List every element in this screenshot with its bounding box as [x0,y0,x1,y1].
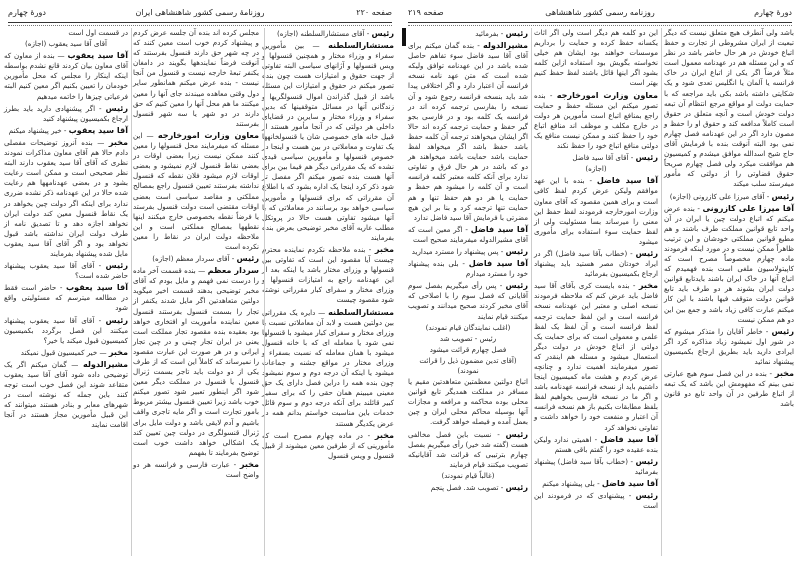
speaker-name: مخبر [239,458,259,469]
paragraph [262,307,394,429]
paragraph [408,224,528,245]
speech-text: - بنده بایست کری بآقای آقا سید فاضل باید عرض کنم که ملاحظه فرمودند نسخه اصلی و معتبر این عهدنامه نسخه فرانسه است و این لفظ حمایت ترجمه لفظ فرانسه است و آن لفظ یک لفظ علمی و معمولی است که برای حمایت یک دولتی از اتباع خودش در دولت دیگر استعمال میشود و مسئله هم اینقدر که تصور میفرمایند اهمیت ندارد و چنانچه عرض کردم و هشت ماه کمیسیون اینجا داشتیم باید از نسخه فرانسه عهدنامه باشد و اگر ما در نسخه فارسی بخواهیم لفظ بلفظ مطابقات بکنیم باز هم نسخه فرانسه آن اعتبار و منفعت خود را خواهد داشت و تفاوتی نخواهد کرد [534,281,658,432]
paragraph [4,260,128,281]
speech-text: — بین مأمورین سفراء و وزراء مختار و همچنین قنسولها و ویس قنسولها و آژانهای سیاسی البته تفاوتی از جهت حقوق و امتیازات هست چون بنده تصور میکنم در حقوق و امتیازات این مسئله باشد از قبیل گذراندن اموال قنسولگریها و زندگانی آنها در مسائل متوقفینها که بدین سفراء و وزراء مختار و سایرین در قضایای داخلی هر دولتی که در آنجا مأمور هستند از قبیل خانه های خصوصی شان یا قنسولخانهها یک تفاوت و معاملاتی در بین هست و اینجا در خصوص قنسولها و مأمورین سیاسی قیدی نشده که یک مقرراتی دیگر هم فیما بین برای آنها هست بنده تصور میکنم اگر مفصل تر شود ذکر کرد اینجا یک اداره بشود که با اطلاع آن مقرراتی که برای قنسولها و مأمورین سیاسی خواهد بود برسانند در معاملاتی که با آنها میشود تفاوتی هست حالا در پروتکل مطلب عاریه آقای مخبر توضیحی بعرض بنده بفرمایند [262,41,394,242]
paragraph [262,430,394,461]
speaker-name: رئیس [505,428,528,439]
paragraph [4,347,128,358]
speech-text: — بنده از معاون که آقای معاون بیان کردند قانع نشدم بواسطه اینکه اینکار را مجلس که محل مأمورین خودمان را تعیین بکنیم اگر معین کنیم البته فرعیاتی چیزها را خاتمه میدهیم [4,51,128,101]
page-header [408,8,792,22]
centered-line: فصل چهارم قرائت میشود [429,344,507,354]
paragraph [262,244,394,306]
speaker-name: مخبر [374,243,394,254]
speech-text: - تصویب شد. فصل پنجم [430,483,506,493]
speech-text: - بلی پیشنهاد میکنم [542,479,602,489]
speaker-name: رئیس [635,490,658,501]
page-number: صفحه ۲۱۹ [408,8,444,17]
speech-text: — بنده آنروز توضیحات مفصلی دادم حالا هم آقای معاون مذاکرات نمودند نظری که آقای آقا سید یعقوب دارند البته نظر صحیحی است و ممکن است رعایت بشود و در بعضی عهدنامهها هم رعایت شده حالا در این عهدنامه ذکر نشده ضرری ندارد برای اینکه اگر دولت چین بخواهد در یک نقاط قنسول معین کند دولت ایران نخواهد اجازه دهد و تا تصدیق نامه از طرف دولت ایران نداشته باشد قبول نخواهد بود و اگر آقای آقا سید یعقوب مایل شده پیشنهاد بفرمایند [4,137,128,258]
paragraph [534,478,658,489]
text-column [133,28,259,481]
speaker-name: معاون وزارت امورخارجه [556,89,658,100]
speech-text: — خیر کمیسیون قبول نمیکند [20,347,109,357]
column-divider [661,28,662,556]
speaker-name: مستشارالسلطنه [328,306,394,317]
speaker-name: رئیس [105,102,128,113]
speech-text: — گمان میکنم اگر یک توضیحی داده شود آقای آقا سید یعقوب متقاعد شوند این فصل خوب است توجه کنند باین جمله که نوشته است در شهرهای معابر و بنادر هستند میتوانند که این قبیل مأمورین مجاز هستند در آنجا اقامت نمایند [4,359,128,430]
speech-text: - بفرمائید [475,29,506,38]
speech-text: - بنده تصور میکنم این مسئله حفظ و حمایت راجع بمنافع اتباع است مأمورین هر دولت در خارج مکلف و موظف اند منافع اتباع خود را حفظ کنند و ممکن نیست منافع یک دولتی منافع اتباع خود را حفظ نکند [534,90,658,151]
paragraph [4,359,128,431]
speech-text: مجلس کرده اند بنده آن جلسه عرض کردم و پیشنهاد کردم خوب است معین کنند که در چه شهر حق دارند قنسول بفرستند که آنوقت فرضاً نمایندهها بگویند در دامغان یکنفر تبعهٔ خارجه نیست و قنسول من آنجا نیست - بنده عرض میکنم همانطور سایر دول وقتی معاهده میبندند جای آنها را معین میکنند ما هم محل آنها را معین کنیم که حق دارند در دو شهر یا سه شهر قنسول بفرستند [133,28,259,128]
volume-label: دورهٔ چهارم [754,8,792,17]
speech-text: - بلی بنده پیشنهاد خود را مسترد میدارم [408,259,528,279]
speech-text: - (خطاب بآقا سید فاضل) پیشنهاد بفرمائید [534,456,658,476]
speaker-name: مخبر [638,280,658,291]
paragraph [262,28,394,39]
speaker-name: مخبر [774,368,794,379]
right-page [400,0,800,566]
speech-text: در قسمت اول است [68,28,128,37]
paragraph [534,175,658,247]
paragraph [4,103,128,124]
speech-text: — دایره یک مقرراتی بین دولتین هست و لابد آن معاملاتی نسبت با وزرای مختار و سفرای کبار میشود با قنسولها نمی شود یا معامله ای که با خانه قنسول میشود با همان معامله که نسبت بسفراء و وزرای مختار در مواقع جشنه و جماعات میشود یا اینکه آن درجه دوم و سوم نمیشود چون بنده همه را دراین فصل دارای یک حق معینی میبینم همان حقی را که برای سفیر کبیر قائلند برای آنکه درجه دوم و سوم قائل خدمات باین مناسبت خواستم بدانم همه در عرض یکدیگر هستند [262,307,394,428]
speech-text: - اهمیتی ندارد ولیکن بنده عقیده خود را گفتم باقی هستم [534,434,658,454]
centered-line: رئیس - تصویب شد [439,333,497,343]
speech-text: - اگر معین است که آقای مشیرالدوله میفرمایند صحیح است [408,224,528,244]
speaker-name: آقا سید یعقوب [68,124,128,135]
speaker-name: آقا سید یعقوب [67,50,128,61]
speaker-name: رئیس [505,28,528,38]
paragraph [534,152,658,163]
speech-text: - بنده عرض میکنم که اتباع دولت چین یا ایران در آن واحد تابع قوانین مملکت طرف باشند و هم مطیع قوانین مملکتی خودشان و این ترتیب ظاهراً ممکن نیست و در مورد اینکه فرمودند ماده چهارم مخصوصاً مصرح است که کاپیتولاسیون ملغی است بنده فهمیدم که اتباع آنها در خاک ایران باشند بایدتابع قوانین دولت ایران بشوند هر دو طرف باید تابع قوانین دولت متوقف فیها باشند با این کار میکنم عبارت کافی زیاد باشد و جمع بین این دو هم ممکن نیست [664,203,794,324]
speaker-name: آقا سید فاضل [600,433,658,444]
paragraph [664,203,794,325]
speech-text: — این مسئله که میفرمایند محل قنسولها را معین کنند ممکن نیست زیرا بعضی اوقات در بعضی نقاط قنسول لازم نمیشود و بعضی اوقات لازم میشود فلان نقطه که قنسول نداشته بفرستند تعیین قنسول راجع بمصالح مملکتی و مقاصد سیاسی است بعضی اوقات مقتضی است دولت قنسول بفرستد یا فرضاً نقطه بخصوصی خارج میکنند اینها نقطهها بمصالح مملکتی است و این ملاحظه دولت ایران در نقاط را معین نکرده است [133,130,259,251]
speaker-name: رئیس [505,245,528,256]
speech-text: اتباع دولتین معظمتین متعاهدتین مقیم یا مسافر در مملکت همدیگر تابع قوانین محلی بوده محاکمه و مرافعه و مجازات آنها بوسیله محاکم محلی ایران و چین بعمل آمده و فیصله خواهد گرفت. [408,377,528,427]
paragraph [664,368,794,409]
speech-text: - پس پیشنهاد را مسترد میدارید [411,246,506,256]
paragraph [408,40,528,223]
paragraph [4,137,128,259]
speaker-name: معاون وزارت امورخارجه [157,129,260,140]
text-column [664,28,794,410]
paragraph [534,490,658,511]
speech-text: این دو کلمه هم دیگر است ولی اگر اثاث یکسانه حفظ کرده و حمایت را برداریم موسسات خواهند بود ایشان هم خیلی نخواسته بگویش بود استفاده ازاین کلمه بشود اگر اینها قائل باشند لفظ حفظ کنیم بهتر است [534,28,658,88]
paragraph [534,456,658,477]
speaker-name: آقا سید فاضل [596,175,658,186]
paragraph [4,282,128,313]
speech-text: - آقای آقا سید یعقوب پیشنهاد میکنند این فصل برگردد بکمیسیون کمیسیون قبول میکند یا خیر؟ [4,315,128,345]
speaker-name: رئیس [635,152,658,163]
speech-text: - آقای آقا سید فاضل [572,153,636,163]
column-divider [531,28,532,556]
column-divider [264,28,265,556]
speaker-name: آقا سید فاضل [601,478,658,489]
paragraph [133,265,259,458]
speech-text: - نسبت باین فصل مخالفی هست (گفته شد خیر) رأی میگیریم بفصل چهارم بترتیبی که قرائت شد آقایانیکه تصویب میکنند قیام فرمایند [408,429,528,469]
paragraph [262,40,394,243]
centered-line: آقای آقا سید یعقوب (اجازه) [25,39,107,49]
speaker-name: رئیس [105,260,128,271]
paragraph [664,28,794,190]
speaker-name: رئیس [105,314,128,325]
speaker-name: رئیس [505,482,528,493]
paragraph [664,326,794,367]
paragraph [534,248,658,279]
speech-text: - خاطر آقایان را متذکر میشوم که در شور اول نمیشود زیاد مذاکره کرد اگر ایرادی دارید باید بطریق ارجاع بکمیسیون پیشنهاد نمائید [664,326,794,366]
running-title: روزنامه رسمی کشور شاهنشاهی [545,8,655,17]
speaker-name: سردار معظم [207,265,259,276]
speaker-name: رئیس [371,28,394,38]
speech-text: - پیشنهادی که در فرمودند این است [534,491,658,511]
running-title: روزنامهٔ رسمی کشور شاهنشاهی ایران [135,8,265,17]
paragraph [408,28,528,39]
speaker-name: مستشارالسلطنه [328,40,394,51]
header-rule [8,22,392,26]
speaker-name: رئیس [635,455,658,466]
speaker-name: آقا سید یعقوب [66,282,128,293]
speech-text: - حاضر است فقط در مطالعه میترسم که مسئولیتی واقع شود [4,283,128,313]
paragraph [408,280,528,321]
speaker-name: مشیرالدوله [82,358,128,369]
paragraph [534,434,658,455]
speaker-name: رئیس [635,247,658,258]
speaker-name: رئیس [771,190,794,201]
paragraph [133,459,259,480]
paragraph [408,258,528,279]
speaker-name: مشیرالدوله [482,40,528,51]
speech-text: - اگر پیشنهادی دارید باید بطرز ارجاع بکمیسیون پیشنهاد کنید [4,103,128,123]
text-column [534,28,658,512]
speech-text: - آقای سردار معظم (اجازه) [152,254,237,264]
centered-line: (اغلب نمایندگان قیام نمودند) [425,322,511,332]
paragraph [4,315,128,346]
text-column [262,28,394,462]
speaker-name: آقا سید فاضل [470,223,528,234]
speech-text: - در ماده چهارم مصرح است که مأمورینی که از طرفین معین میشوند از قبیل قنسول و ویس قنسول [262,430,394,460]
speaker-name: مخبر [108,346,128,357]
speaker-name: رئیس [236,253,259,264]
speech-text: - آقای میرزا علی کازرونی (اجازه) [669,191,772,201]
centered-line: (آقای تدین مضمون ذیل را قرائت نمودند) [419,355,517,375]
paragraph [133,130,259,252]
speech-text: - بنده با این عهد موافقم ولیکن عرض کردم لفظ کافی است و برای همین مقصود که آقای معاون وزارت امورخارجه فرمودند لفظ حفظ این معنی را میرساند بسا مسئولیت ولی از لفظ حمایت سوء استفاده برای مأموری میشود [534,176,658,246]
speech-text: - پس رأی میگیریم بفصل سوم آقایانی که فصل سوم را با اصلاحی که آقای مخبر کردند صحیح میدانند و تصویب میکنند قیام نمایند [408,281,528,321]
paragraph [4,50,128,101]
speech-text: - بنده گمان میکنم برای آقای آقا سید فاضل سوء تفاهم حاصل شده باشد در این عهدنامه توافق ولیکه شده است که متن عهد نامه نسخه فرانسه آن اعتبار دارد و اگر اختلافی پیدا شد باید بنسخه فرانسه رجوع شود و آن نسخه را بفارسی ترجمه کرده اند در فرانسه یک کلمه بود و در فارسی بجو گیر حفظ و حمایت ترجمه کرده اند حالا اگر ایشان میخواهند ترجمه آن کلمه حفظ باشد حفظ باشد اگر میخواهد لفظ حمایت باشد حمایت باشد میخواهند هر دو که باشد در هر حال فرق و تفاوتی ندارد برای آنکه کلمه معتبر کلمه فرانسه است و آن کلمه را میشود هم حفظ و حمایت یا هر دو هم حفظ تنها و هم حمایت تنها ترجمه کرد و بنا بر این هیچ مضرتی با فرمایش آقا سید فاضل ندارد [408,41,528,222]
paragraph [534,28,658,89]
speech-text: باشد ولی آنطرف هیچ متعلق نیست که دیگر تبعیت از ایران مشروطی از تجارت و حفظ اتباع خودش در هر حال حاضر باشد در نظر که و این مسئله هم در عهدنامه معمول است مثلاً فرضاً اگر یکی از اتباع ایران در خاک فرانسه یا آلمان یا انگلیس تعدی شود و یک شکایتی داشته باشد بکی باید مراجعه که با حمایت دولت او مواقع مرجع انتظام آن تبعه دولت خودش است و آنچه متعلق در حقوق است کاملاً مدافعه کند و حقوق او را حفظ و مصون دارد اگر در این عهدنامه فصل چهارم نمی بود البته آنوقت بنده با فرمایش آقای حاج شیخ اسدالله موافق میشدم و کمیسیون هم موافقت میکرد ولی فصل چهارم صریحاً حقوق قضاوتی را از دولتی که مأمور میفرستد سلب میکند [664,28,794,189]
speech-text: - بنده در این فصل سوم هیچ عبارتی نمی بینم که مفهومش این باشد که یک تبعه از اتباع طرفین در آن واحد تابع دو قانون باشد [664,369,794,409]
volume-label: دورهٔ چهارم [8,8,46,17]
paragraph [408,429,528,470]
speaker-name: رئیس [771,325,794,336]
speech-text: - آقای آقا سید یعقوب پیشنهاد حاضر شده است؟ [4,261,128,281]
paragraph [133,253,259,264]
centered-line: (غالباً قیام نمودند) [441,470,495,480]
centered-line: (اجازه) [585,164,607,174]
speech-text: - (خطاب بآقا سید فاضل) اگر در ایراد خودتان مصر هستید باید پیشنهاد ارجاع بکمیسیون بفرمائید [534,248,658,279]
speech-text: — بنده قسمت آخر ماده را درست نمی فهمم و مایل بودم که آقای مخبر توضیحی بدهند قسمت اخیر میگوید دولتین متعاهدتین اگر مایل شدند یکنفر از تجار را بسمت قنسول بفرستند قنسول معین نماینده مأموریت او افتخاری خواهد بود بعقیده بنده مقصود تجار مملکت است یعنی در ایران تجار چینی و در چین تجار ایرانی و در هر صورت این عبارت مقصود را نمیرساند که کاملاً این است که از طرف یکی از دو دولت باید تاجر بسمت ژنرال قنسول یا قنسول در مملکت دیگر معین شود اگر اینطور تعبیر شود تصور میکنم خوب باشد زیرا تعیین قنسول بیشتر مربوط بامور تجارت است و اگر مایه تاجری واقف باشیم و آدم لایقی باشد و دولت مایل برای ژنرال قنسولگری در دولت چین تعیین کند یک اشکالی خواهد داشت خوب است توضیح بفرمایند تا بفهمم [133,266,259,457]
paragraph [408,246,528,257]
speaker-name: مخبر [108,136,128,147]
paragraph [408,482,528,493]
column-divider [131,28,132,556]
speech-text: - بنده ملاحظه نکردم نماینده محترم چیست آیا مقصود این است که تفاوتی بین قنسولها و وزرای مختار باشد یا اینکه بعد از این عهدنامه راجع به امتیازات قنسولها و وزرای مختار و سفرای کبار مقرراتی نوشته شود مقصود چیست [262,244,394,305]
speaker-name: مخبر [374,429,394,440]
paragraph [133,28,259,129]
paragraph [4,125,128,136]
speech-text: - خیر پیشنهاد میکنم [8,125,69,135]
speech-text: - عبارت فارسی و فرانسه هر دو واضح است [133,459,259,480]
speaker-name: آقا سید فاضل [468,258,528,269]
page-number: صفحه ۲۲۰ [356,8,392,17]
paragraph [4,28,128,38]
paragraph [534,90,658,152]
text-column [408,28,528,494]
text-column [4,28,128,432]
paragraph [408,377,528,427]
page-header [8,8,392,22]
paragraph [664,191,794,202]
speaker-name: رئیس [505,280,528,291]
header-rule [408,22,792,26]
paragraph [534,280,658,432]
speaker-name: آقا میرزا علی کازرونی [702,202,794,213]
speech-text: - آقای مستشارالسلطنه (اجازه) [276,29,372,38]
